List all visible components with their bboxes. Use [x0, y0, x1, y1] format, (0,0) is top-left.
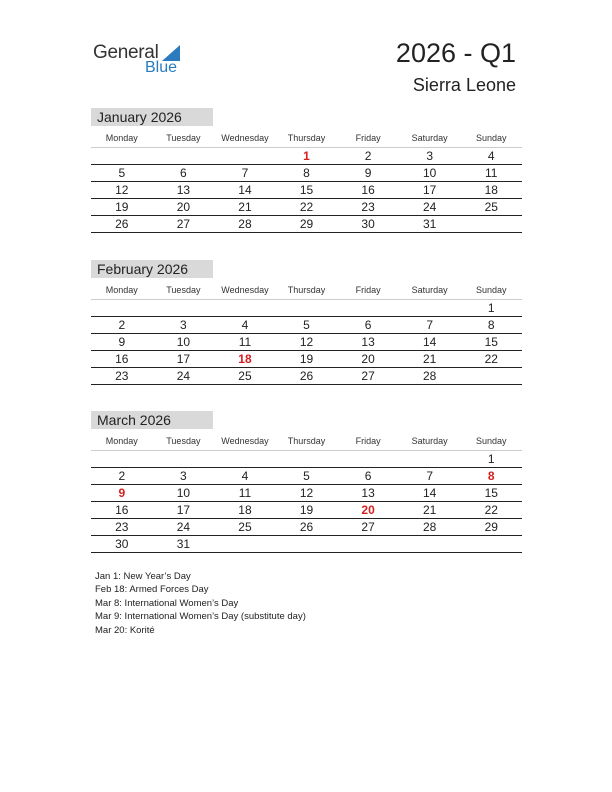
week-row: [91, 368, 522, 385]
day-cell: 6: [364, 318, 372, 332]
week-row: [91, 502, 522, 519]
week-row: [91, 165, 522, 182]
day-cell: 13: [176, 183, 191, 197]
day-cell: 24: [423, 200, 437, 214]
day-cell: [276, 536, 338, 552]
day-cell: 17: [176, 352, 191, 366]
day-cell: 9: [118, 335, 126, 349]
day-cell: 16: [115, 503, 129, 517]
day-cell: 30: [115, 537, 129, 551]
day-cell: 5: [303, 469, 310, 483]
day-cell: 13: [361, 335, 375, 349]
day-cell: 18: [484, 183, 498, 197]
day-cell: 29: [299, 217, 314, 231]
weekday-header: Wednesday: [221, 133, 269, 143]
holiday-day-cell: 9: [118, 486, 126, 500]
week-row: [91, 451, 522, 468]
month-label: March 2026: [91, 411, 213, 429]
weekday-header: Friday: [355, 133, 381, 143]
weekday-header: Friday: [355, 436, 381, 446]
weekday-header: Thursday: [287, 285, 326, 295]
week-row: [91, 519, 522, 536]
day-cell: 22: [299, 200, 314, 214]
day-cell: 21: [423, 352, 437, 366]
day-cell: 14: [423, 335, 437, 349]
week-row: [91, 148, 522, 165]
day-cell: 6: [364, 469, 372, 483]
day-cell: 3: [180, 469, 187, 483]
day-cell: [276, 451, 338, 467]
day-cell: 25: [238, 520, 252, 534]
day-cell: [214, 300, 276, 316]
day-cell: 28: [423, 520, 437, 534]
weekday-header-row: [91, 431, 522, 451]
day-cell: 2: [118, 318, 126, 332]
day-cell: 23: [361, 200, 375, 214]
holiday-notes: [95, 570, 306, 637]
day-cell: 1: [487, 452, 495, 466]
day-cell: 7: [426, 469, 434, 483]
day-cell: [460, 368, 522, 384]
day-cell: [153, 300, 215, 316]
month-january: [91, 108, 522, 233]
day-cell: 2: [364, 149, 372, 163]
day-cell: 23: [115, 520, 129, 534]
day-cell: 17: [423, 183, 437, 197]
day-cell: 6: [180, 166, 187, 180]
logo-blue-text: Blue: [145, 59, 178, 76]
day-cell: 25: [238, 369, 252, 383]
day-cell: 18: [238, 503, 252, 517]
weekday-header: Wednesday: [221, 436, 269, 446]
day-cell: 12: [299, 335, 314, 349]
weekday-header: Sunday: [475, 133, 507, 143]
day-cell: 11: [238, 486, 252, 500]
day-cell: [399, 300, 461, 316]
weekday-header: Saturday: [411, 436, 448, 446]
week-row: [91, 300, 522, 317]
week-row: [91, 334, 522, 351]
day-cell: [214, 451, 276, 467]
day-cell: 29: [484, 520, 498, 534]
page-title: 2026 - Q1: [395, 38, 516, 68]
day-cell: [337, 300, 399, 316]
holiday-note: Feb 18: Armed Forces Day: [95, 584, 209, 596]
weekday-header: Monday: [105, 133, 138, 143]
day-cell: 14: [238, 183, 252, 197]
day-cell: 4: [487, 149, 495, 163]
day-cell: 11: [238, 335, 252, 349]
week-row: [91, 351, 522, 368]
holiday-day-cell: 18: [238, 352, 252, 366]
week-row: [91, 468, 522, 485]
day-cell: [214, 148, 276, 164]
day-cell: 3: [426, 149, 434, 163]
day-cell: 22: [484, 503, 498, 517]
day-cell: 31: [176, 537, 191, 551]
weekday-header: Tuesday: [166, 436, 201, 446]
day-cell: 15: [484, 486, 498, 500]
day-cell: 5: [303, 318, 310, 332]
day-cell: 20: [176, 200, 191, 214]
day-cell: 21: [423, 503, 437, 517]
holiday-note: Mar 9: International Women’s Day (substitute day): [95, 611, 306, 623]
day-cell: 1: [487, 301, 495, 315]
day-cell: 7: [426, 318, 434, 332]
weekday-header-row: [91, 128, 522, 148]
weekday-header-row: [91, 280, 522, 300]
day-cell: 27: [176, 217, 191, 231]
weekday-header: Thursday: [287, 133, 326, 143]
day-cell: 9: [364, 166, 372, 180]
day-cell: 16: [361, 183, 375, 197]
day-cell: [91, 148, 153, 164]
day-cell: 3: [180, 318, 187, 332]
month-february: [91, 260, 522, 385]
week-row: [91, 317, 522, 334]
day-cell: 30: [361, 217, 375, 231]
day-cell: 4: [241, 318, 249, 332]
day-cell: 20: [361, 352, 375, 366]
holiday-day-cell: 20: [361, 503, 375, 517]
day-cell: [399, 451, 461, 467]
day-cell: 8: [487, 318, 495, 332]
day-cell: [214, 536, 276, 552]
day-cell: [91, 451, 153, 467]
day-cell: [153, 148, 215, 164]
day-cell: [91, 300, 153, 316]
day-cell: 10: [176, 486, 191, 500]
day-cell: 31: [423, 217, 437, 231]
weekday-header: Monday: [105, 285, 138, 295]
holiday-note: Mar 20: Korité: [95, 624, 155, 636]
country-name: Sierra Leone: [412, 75, 516, 95]
day-cell: [460, 536, 522, 552]
day-cell: [337, 536, 399, 552]
day-cell: 17: [176, 503, 191, 517]
day-cell: [399, 536, 461, 552]
day-cell: [276, 300, 338, 316]
day-cell: 25: [484, 200, 498, 214]
day-cell: 7: [241, 166, 249, 180]
weekday-header: Sunday: [475, 285, 507, 295]
day-cell: 2: [118, 469, 126, 483]
day-cell: 24: [176, 520, 191, 534]
day-cell: 23: [115, 369, 129, 383]
logo: [93, 42, 193, 82]
day-cell: 16: [115, 352, 129, 366]
day-cell: 27: [361, 369, 375, 383]
week-row: [91, 182, 522, 199]
day-cell: 26: [299, 369, 314, 383]
day-cell: 28: [423, 369, 437, 383]
day-cell: 14: [423, 486, 437, 500]
day-cell: [460, 216, 522, 232]
day-cell: [337, 451, 399, 467]
day-cell: 10: [176, 335, 191, 349]
day-cell: 19: [299, 352, 314, 366]
day-cell: 24: [176, 369, 191, 383]
month-label: February 2026: [91, 260, 213, 278]
month-label: January 2026: [91, 108, 213, 126]
day-cell: 15: [299, 183, 314, 197]
day-cell: 13: [361, 486, 375, 500]
day-cell: 8: [303, 166, 310, 180]
weekday-header: Friday: [355, 285, 381, 295]
logo-general-text: General: [93, 42, 159, 63]
weekday-header: Tuesday: [166, 285, 201, 295]
month-march: [91, 411, 522, 553]
holiday-day-cell: 1: [303, 149, 310, 163]
weekday-header: Tuesday: [166, 133, 201, 143]
week-row: [91, 216, 522, 233]
holiday-note: Jan 1: New Year’s Day: [95, 571, 191, 582]
day-cell: 11: [485, 166, 498, 180]
day-cell: 28: [238, 217, 252, 231]
day-cell: 4: [241, 469, 249, 483]
holiday-note: Mar 8: International Women’s Day: [95, 597, 239, 609]
day-cell: 12: [299, 486, 314, 500]
day-cell: 26: [299, 520, 314, 534]
day-cell: 27: [361, 520, 375, 534]
holiday-day-cell: 8: [487, 469, 495, 483]
weekday-header: Sunday: [475, 436, 507, 446]
day-cell: 19: [115, 200, 129, 214]
day-cell: [153, 451, 215, 467]
day-cell: 22: [484, 352, 498, 366]
day-cell: 21: [238, 200, 252, 214]
day-cell: 12: [115, 183, 129, 197]
day-cell: 19: [299, 503, 314, 517]
week-row: [91, 485, 522, 502]
day-cell: 5: [118, 166, 126, 180]
weekday-header: Thursday: [287, 436, 326, 446]
weekday-header: Wednesday: [221, 285, 269, 295]
day-cell: 15: [484, 335, 498, 349]
day-cell: 26: [115, 217, 129, 231]
weekday-header: Monday: [105, 436, 138, 446]
week-row: [91, 199, 522, 216]
week-row: [91, 536, 522, 553]
day-cell: 10: [423, 166, 437, 180]
weekday-header: Saturday: [411, 133, 448, 143]
weekday-header: Saturday: [411, 285, 448, 295]
